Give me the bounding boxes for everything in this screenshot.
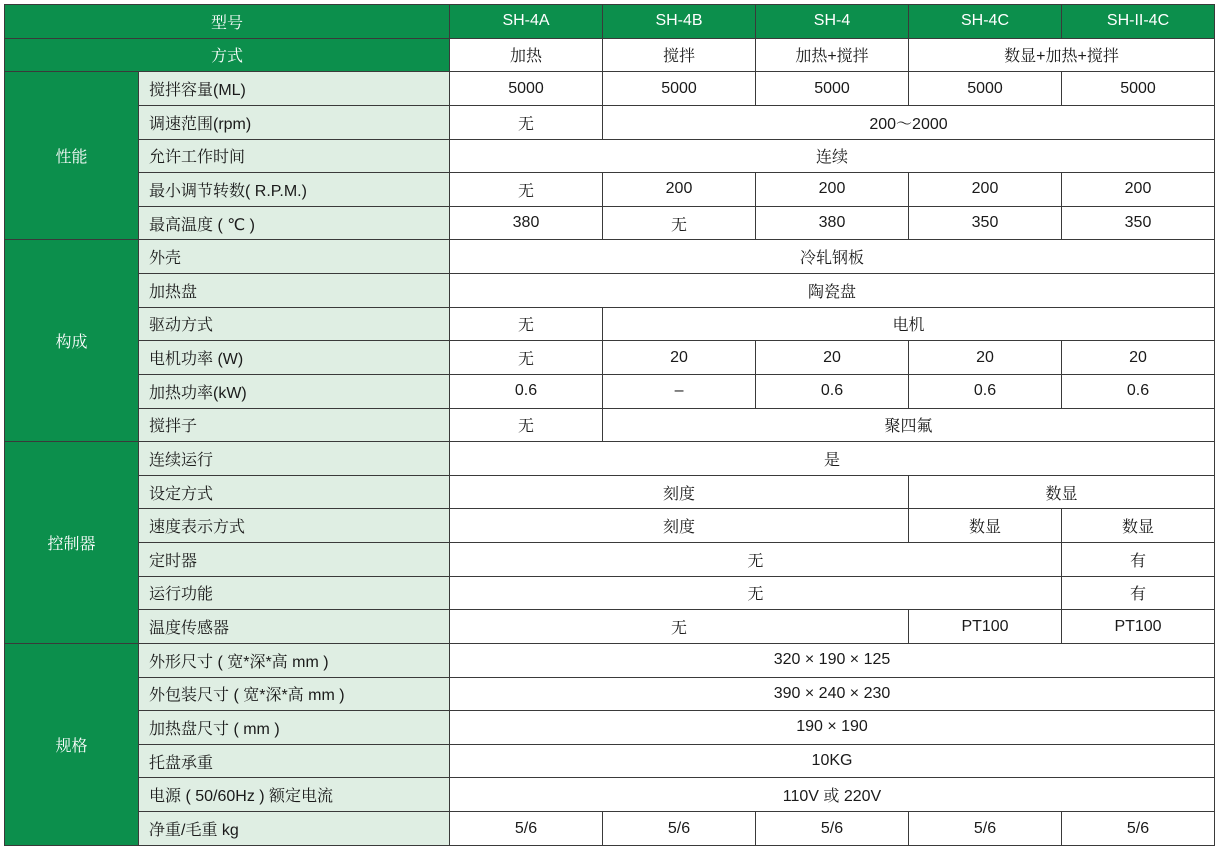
model-cell: SH-4 <box>756 5 909 39</box>
row-label-cell: 运行功能 <box>139 576 450 610</box>
category-cell: 构成 <box>5 240 139 442</box>
table-row <box>5 442 1215 476</box>
value-cell: 电机 <box>603 307 1215 341</box>
value-cell: 5/6 <box>909 812 1062 846</box>
row-label-cell: 速度表示方式 <box>139 509 450 543</box>
row-label-cell: 搅拌容量(ML) <box>139 72 450 106</box>
value-cell: 无 <box>603 206 756 240</box>
row-label-cell: 外壳 <box>139 240 450 274</box>
value-cell: 无 <box>450 307 603 341</box>
row-label-cell: 允许工作时间 <box>139 139 450 173</box>
table-row <box>5 475 1215 509</box>
value-cell: 5000 <box>909 72 1062 106</box>
model-cell: SH-II-4C <box>1062 5 1215 39</box>
row-label-cell: 最高温度 ( ℃ ) <box>139 206 450 240</box>
mode-label-cell: 方式 <box>5 38 450 72</box>
value-cell: 刻度 <box>450 509 909 543</box>
value-cell: 110V 或 220V <box>450 778 1215 812</box>
table-row <box>5 105 1215 139</box>
value-cell: 数显 <box>1062 509 1215 543</box>
value-cell: 380 <box>450 206 603 240</box>
table-row <box>5 408 1215 442</box>
row-label-cell: 外形尺寸 ( 宽*深*高 mm ) <box>139 643 450 677</box>
value-cell: 无 <box>450 408 603 442</box>
table-row <box>5 643 1215 677</box>
value-cell: 190 × 190 <box>450 711 1215 745</box>
value-cell: 390 × 240 × 230 <box>450 677 1215 711</box>
value-cell: 200～2000 <box>603 105 1215 139</box>
value-cell: 200 <box>1062 173 1215 207</box>
value-cell: 无 <box>450 173 603 207</box>
value-cell: 冷轧钢板 <box>450 240 1215 274</box>
value-cell: 5/6 <box>756 812 909 846</box>
table-row <box>5 374 1215 408</box>
value-cell: 320 × 190 × 125 <box>450 643 1215 677</box>
table-row <box>5 509 1215 543</box>
row-label-cell: 调速范围(rpm) <box>139 105 450 139</box>
value-cell: PT100 <box>909 610 1062 644</box>
row-label-cell: 驱动方式 <box>139 307 450 341</box>
value-cell: 无 <box>450 610 909 644</box>
table-row <box>5 778 1215 812</box>
value-cell: 0.6 <box>450 374 603 408</box>
value-cell: 5000 <box>450 72 603 106</box>
table-row <box>5 711 1215 745</box>
row-label-cell: 加热盘尺寸 ( mm ) <box>139 711 450 745</box>
value-cell: 5000 <box>756 72 909 106</box>
row-label-cell: 温度传感器 <box>139 610 450 644</box>
value-cell: 5000 <box>603 72 756 106</box>
value-cell: 连续 <box>450 139 1215 173</box>
category-cell: 性能 <box>5 72 139 240</box>
table-row <box>5 173 1215 207</box>
row-label-cell: 净重/毛重 kg <box>139 812 450 846</box>
value-cell: 20 <box>756 341 909 375</box>
row-label-cell: 托盘承重 <box>139 744 450 778</box>
value-cell: 5/6 <box>1062 812 1215 846</box>
value-cell: 无 <box>450 341 603 375</box>
table-row <box>5 139 1215 173</box>
value-cell: 无 <box>450 543 1062 577</box>
value-cell: 0.6 <box>1062 374 1215 408</box>
table-row <box>5 677 1215 711</box>
table-row <box>5 812 1215 846</box>
value-cell: 10KG <box>450 744 1215 778</box>
mode-value-cell: 加热+搅拌 <box>756 38 909 72</box>
table-row <box>5 610 1215 644</box>
value-cell: 聚四氟 <box>603 408 1215 442</box>
value-cell: 5/6 <box>603 812 756 846</box>
value-cell: 是 <box>450 442 1215 476</box>
value-cell: – <box>603 374 756 408</box>
value-cell: 0.6 <box>756 374 909 408</box>
model-cell: SH-4A <box>450 5 603 39</box>
value-cell: 5/6 <box>450 812 603 846</box>
mode-row <box>5 38 1215 72</box>
row-label-cell: 加热功率(kW) <box>139 374 450 408</box>
value-cell: 数显 <box>909 509 1062 543</box>
row-label-cell: 电机功率 (W) <box>139 341 450 375</box>
mode-value-cell: 数显+加热+搅拌 <box>909 38 1215 72</box>
value-cell: 数显 <box>909 475 1215 509</box>
table-row <box>5 240 1215 274</box>
category-cell: 规格 <box>5 643 139 845</box>
value-cell: 350 <box>909 206 1062 240</box>
row-label-cell: 设定方式 <box>139 475 450 509</box>
value-cell: 350 <box>1062 206 1215 240</box>
value-cell: 无 <box>450 576 1062 610</box>
table-row <box>5 72 1215 106</box>
table-row <box>5 274 1215 308</box>
value-cell: 刻度 <box>450 475 909 509</box>
value-cell: 陶瓷盘 <box>450 274 1215 308</box>
model-cell: SH-4B <box>603 5 756 39</box>
value-cell: 有 <box>1062 543 1215 577</box>
value-cell: PT100 <box>1062 610 1215 644</box>
value-cell: 200 <box>603 173 756 207</box>
table-row <box>5 576 1215 610</box>
row-label-cell: 定时器 <box>139 543 450 577</box>
row-label-cell: 连续运行 <box>139 442 450 476</box>
row-label-cell: 搅拌子 <box>139 408 450 442</box>
mode-value-cell: 加热 <box>450 38 603 72</box>
spec-table <box>4 4 1215 846</box>
value-cell: 20 <box>1062 341 1215 375</box>
value-cell: 5000 <box>1062 72 1215 106</box>
value-cell: 无 <box>450 105 603 139</box>
table-row <box>5 744 1215 778</box>
value-cell: 380 <box>756 206 909 240</box>
value-cell: 200 <box>909 173 1062 207</box>
table-row <box>5 341 1215 375</box>
category-cell: 控制器 <box>5 442 139 644</box>
table-row <box>5 543 1215 577</box>
header-row <box>5 5 1215 39</box>
value-cell: 20 <box>909 341 1062 375</box>
row-label-cell: 最小调节转数( R.P.M.) <box>139 173 450 207</box>
model-cell: SH-4C <box>909 5 1062 39</box>
row-label-cell: 加热盘 <box>139 274 450 308</box>
value-cell: 20 <box>603 341 756 375</box>
mode-value-cell: 搅拌 <box>603 38 756 72</box>
row-label-cell: 外包装尺寸 ( 宽*深*高 mm ) <box>139 677 450 711</box>
value-cell: 200 <box>756 173 909 207</box>
row-label-cell: 电源 ( 50/60Hz ) 额定电流 <box>139 778 450 812</box>
model-header-cell: 型号 <box>5 5 450 39</box>
table-row <box>5 206 1215 240</box>
value-cell: 有 <box>1062 576 1215 610</box>
table-row <box>5 307 1215 341</box>
value-cell: 0.6 <box>909 374 1062 408</box>
